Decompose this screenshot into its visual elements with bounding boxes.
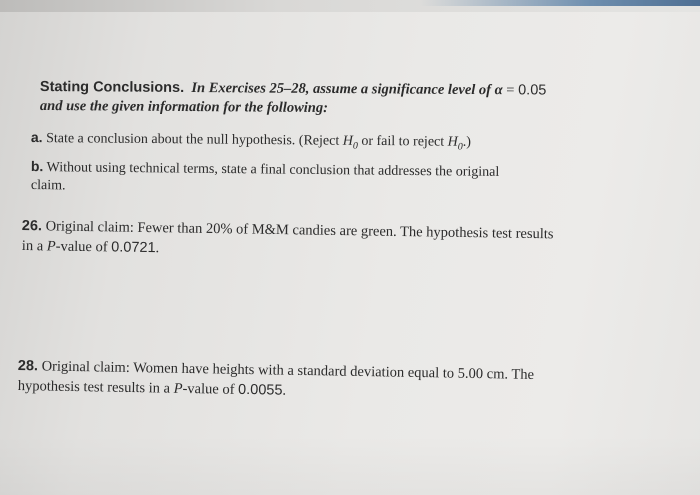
item-a-text: State a conclusion about the null hypothesis. (Reject bbox=[46, 131, 340, 149]
h0-symbol-2: $H_0$ bbox=[447, 134, 463, 153]
exercise-28-line-2-end: . bbox=[282, 382, 287, 399]
exercise-26-line-1: Original claim: Fewer than 20% of M&M candies are green. The hypothesis test results bbox=[45, 218, 554, 243]
section-heading-line-1 bbox=[40, 78, 547, 100]
item-b-label: b. bbox=[30, 157, 44, 175]
item-b-text-line-1: Without using technical terms, state a final conclusion that addresses the original bbox=[46, 160, 500, 180]
exercise-26-p-value: 0.0721 bbox=[111, 239, 156, 257]
page-shadow bbox=[0, 435, 700, 495]
background-strip bbox=[420, 0, 700, 6]
item-a-text-end: .) bbox=[462, 134, 472, 150]
section-title: Stating Conclusions. bbox=[39, 78, 185, 97]
item-a-label: a. bbox=[30, 128, 43, 146]
alpha-value: 0.05 bbox=[518, 82, 547, 99]
exercise-28-p-value: 0.0055 bbox=[237, 381, 283, 399]
section-heading-line-2 bbox=[40, 97, 328, 117]
item-b-continued bbox=[31, 177, 66, 195]
exercise-26-line-2-start: in a bbox=[21, 237, 44, 255]
item-b-text-line-2: claim. bbox=[30, 177, 66, 194]
exercise-26-continued bbox=[22, 237, 160, 257]
item-a bbox=[31, 128, 471, 152]
exercise-28-line-1: Original claim: Women have heights with a standard deviation equal to 5.00 cm. The bbox=[41, 358, 535, 384]
exercise-28-line-2-start: hypothesis test results in a bbox=[17, 377, 171, 397]
equals-sign: = bbox=[506, 82, 515, 99]
exercise-26-line-2-end: . bbox=[155, 240, 160, 257]
p-symbol: P bbox=[46, 238, 56, 255]
exercise-28-number: 28. bbox=[17, 357, 39, 375]
instruction-text-continued: and use the given information for the following: bbox=[39, 97, 329, 117]
exercise-28-line-2-mid: -value of bbox=[182, 380, 235, 398]
p-symbol: P bbox=[173, 380, 183, 397]
exercise-26-number: 26. bbox=[21, 217, 43, 235]
item-a-text-mid: or fail to reject bbox=[361, 133, 445, 150]
instruction-text: In Exercises 25–28, assume a significance level of bbox=[191, 80, 492, 99]
h0-symbol: $H_0$ bbox=[342, 133, 358, 152]
exercise-26-line-2-mid: -value of bbox=[55, 238, 108, 256]
alpha-symbol: α bbox=[494, 82, 503, 99]
